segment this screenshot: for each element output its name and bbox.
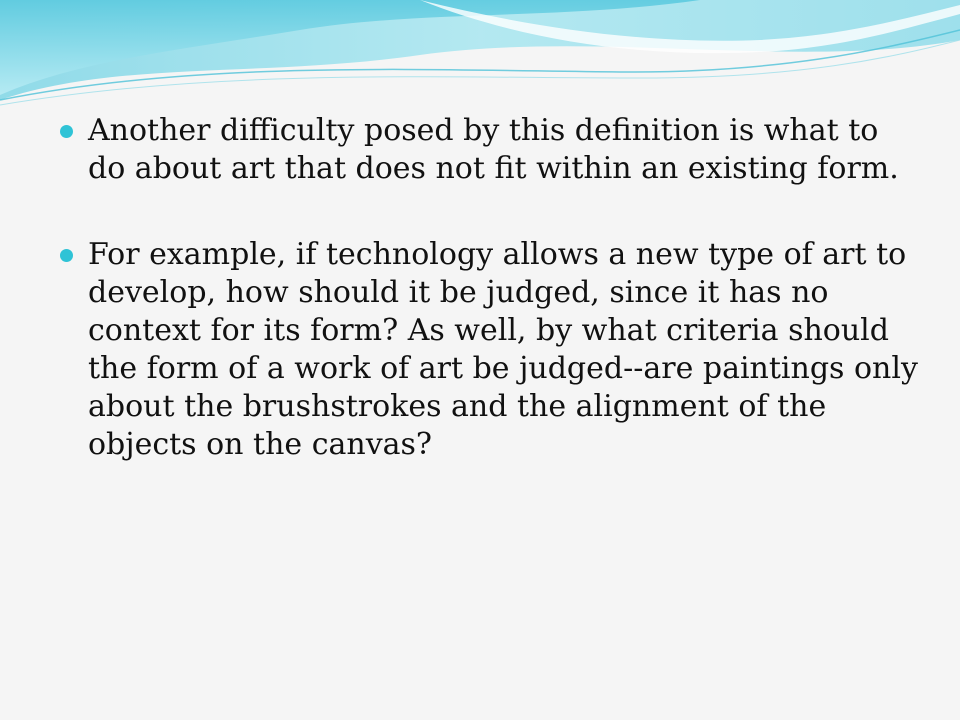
slide-body: [60, 112, 920, 512]
bullet-dot-icon: [60, 249, 73, 262]
header-wave-decoration: [0, 0, 960, 110]
bullet-text: Another difficulty posed by this definition is what to do about art that does not fit within an existing form.: [88, 113, 899, 186]
bullet-dot-icon: [60, 125, 73, 138]
bullet-text: For example, if technology allows a new type of art to develop, how should it be judged, since it has no context for its form? As well, by what criteria should the form of a work of art be judged--are paintings only about the brushstrokes and the alignment of the objects on the canvas?: [88, 237, 918, 462]
bullet-item: [60, 236, 920, 464]
bullet-item: [60, 112, 920, 188]
